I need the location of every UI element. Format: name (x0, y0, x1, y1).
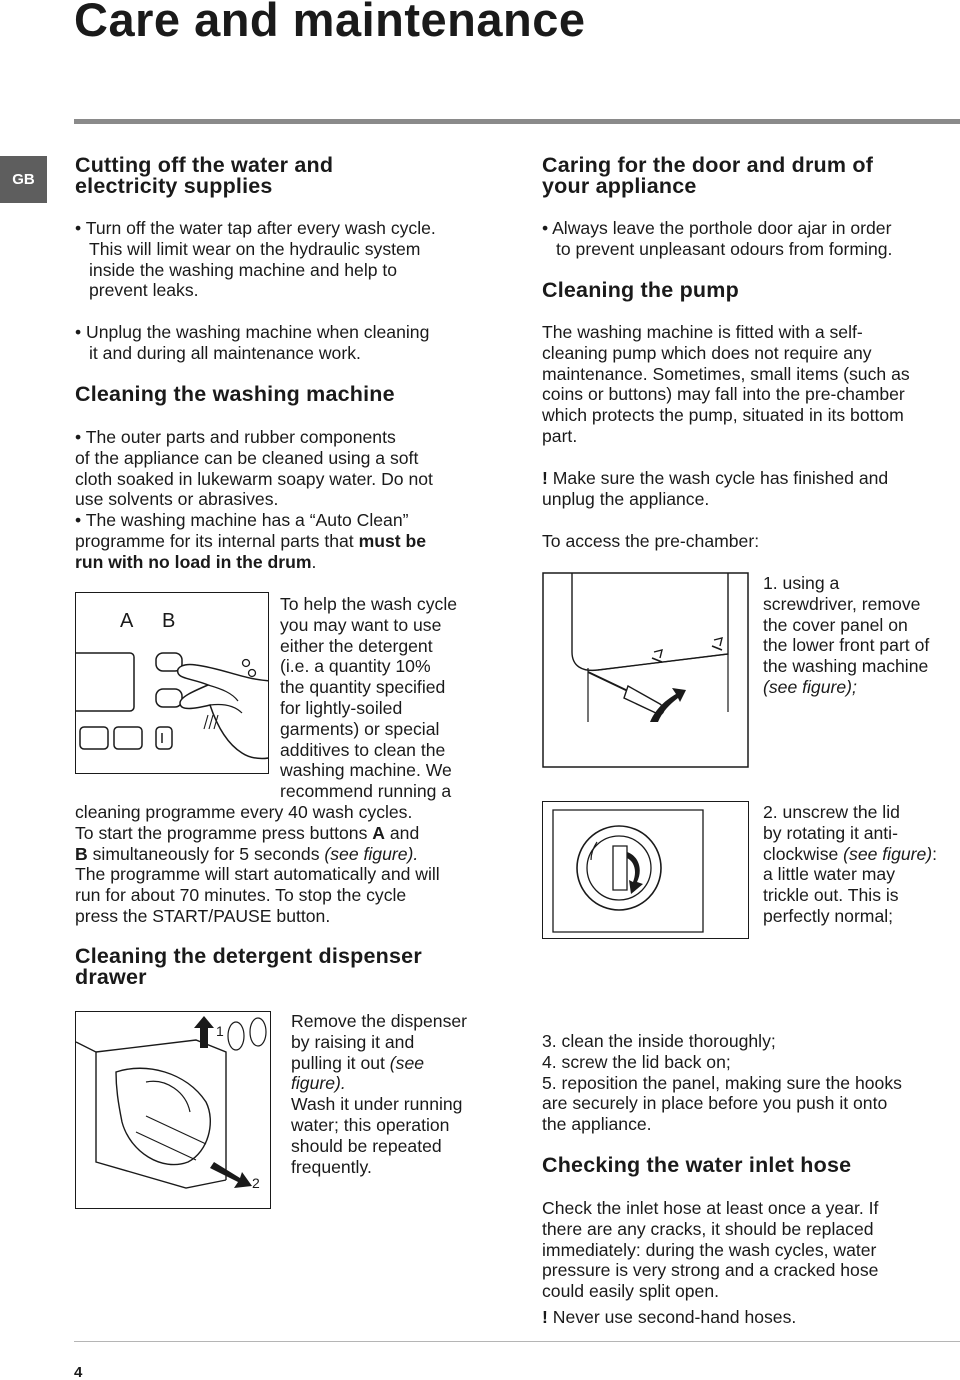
bullet-unplug: • Unplug the washing machine when cleaning it and during all maintenance work. (75, 322, 430, 363)
bullet-porthole-ajar: • Always leave the porthole door ajar in order to prevent unpleasant odours from forming. (542, 218, 893, 259)
button-b-shape (156, 689, 182, 707)
footer-rule (74, 1341, 960, 1342)
figure-number-2: 2 (252, 1175, 260, 1191)
paragraph-self-cleaning-pump: The washing machine is fitted with a self- cleaning pump which does not require any maintenance. Sometimes, small items (such as coins or buttons) may fall into the pre-chamber which protects the pump, situated in its bottom part. (542, 322, 910, 446)
heading-cleaning-pump: Cleaning the pump (542, 278, 739, 302)
drawer-removal-illustration (76, 1012, 271, 1209)
label-button-b: B (162, 610, 176, 632)
pump-lid-illustration (543, 802, 749, 939)
paragraph-outer-parts: • The outer parts and rubber components of the appliance can be cleaned using a soft cloth soaked in lukewarm soapy water. Do not use solvents or abrasives. (75, 427, 433, 510)
language-tab: GB (0, 156, 47, 203)
heading-inlet-hose: Checking the water inlet hose (542, 1153, 852, 1177)
figure-number-1: 1 (216, 1023, 224, 1039)
step-1-remove-panel: 1. using a screwdriver, remove the cover panel on the lower front part of the washing machine (see figure); (763, 573, 930, 697)
warning-second-hand-hoses: ! Never use second-hand hoses. (542, 1307, 797, 1327)
heading-door-drum: Caring for the door and drum of your appliance (542, 153, 874, 198)
title-rule (74, 119, 960, 124)
figure-remove-panel (542, 572, 749, 768)
finger-press-illustration (76, 593, 269, 774)
screwdriver-shaft (588, 672, 630, 692)
paragraph-auto-clean: • The washing machine has a “Auto Clean” programme for its internal parts that must be run with no load in the drum. (75, 510, 427, 572)
label-button-a: A (120, 610, 134, 632)
page-number: 4 (74, 1364, 83, 1380)
screwdriver-panel-illustration (542, 572, 749, 768)
step-2-unscrew-lid: 2. unscrew the lid by rotating it anti- clockwise (see figure): a little water may trickle out. This is perfectly normal; (763, 802, 938, 926)
bullet-turn-off-tap: • Turn off the water tap after every wash cycle. This will limit wear on the hydraulic system inside the washing machine and help to prevent leaks. (75, 218, 436, 301)
paragraph-inlet-hose: Check the inlet hose at least once a year. If there are any cracks, it should be replaced immediately: during the wash cycles, water pressure is very strong and a cracked hose could easily split open. (542, 1198, 879, 1302)
warning-wash-finished: ! Make sure the wash cycle has finished and unplug the appliance. (542, 468, 889, 509)
heading-cutting-supplies: Cutting off the water and electricity supplies (75, 153, 334, 198)
text-access-prechamber: To access the pre-chamber: (542, 531, 760, 551)
heading-cleaning-drawer: Cleaning the detergent dispenser drawer (75, 944, 422, 989)
figure-unscrew-lid (542, 801, 749, 939)
paragraph-start-programme: cleaning programme every 40 wash cycles. To start the programme press buttons A and B simultaneously for 5 seconds (see figure). The programme will start automatically and will run for about 70 minutes. To stop the cycle press the START/PAUSE button. (75, 802, 440, 926)
page-title: Care and maintenance (74, 0, 586, 46)
steps-3-to-5: 3. clean the inside thoroughly; 4. screw the lid back on; 5. reposition the panel, making sure the hooks are securely in place before you push it onto the appliance. (542, 1031, 902, 1135)
figure-auto-clean-buttons (75, 592, 269, 774)
heading-cleaning-machine: Cleaning the washing machine (75, 382, 395, 406)
figure-dispenser-drawer (75, 1011, 271, 1209)
paragraph-detergent-tip: To help the wash cycle you may want to use either the detergent (i.e. a quantity 10% the quantity specified for lightly-soiled garments) or special additives to clean the washing machine. We recommend running a (280, 594, 458, 802)
paragraph-remove-dispenser: Remove the dispenser by raising it and pulling it out (see figure). Wash it under running water; this operation should be repeated frequently. (291, 1011, 468, 1177)
